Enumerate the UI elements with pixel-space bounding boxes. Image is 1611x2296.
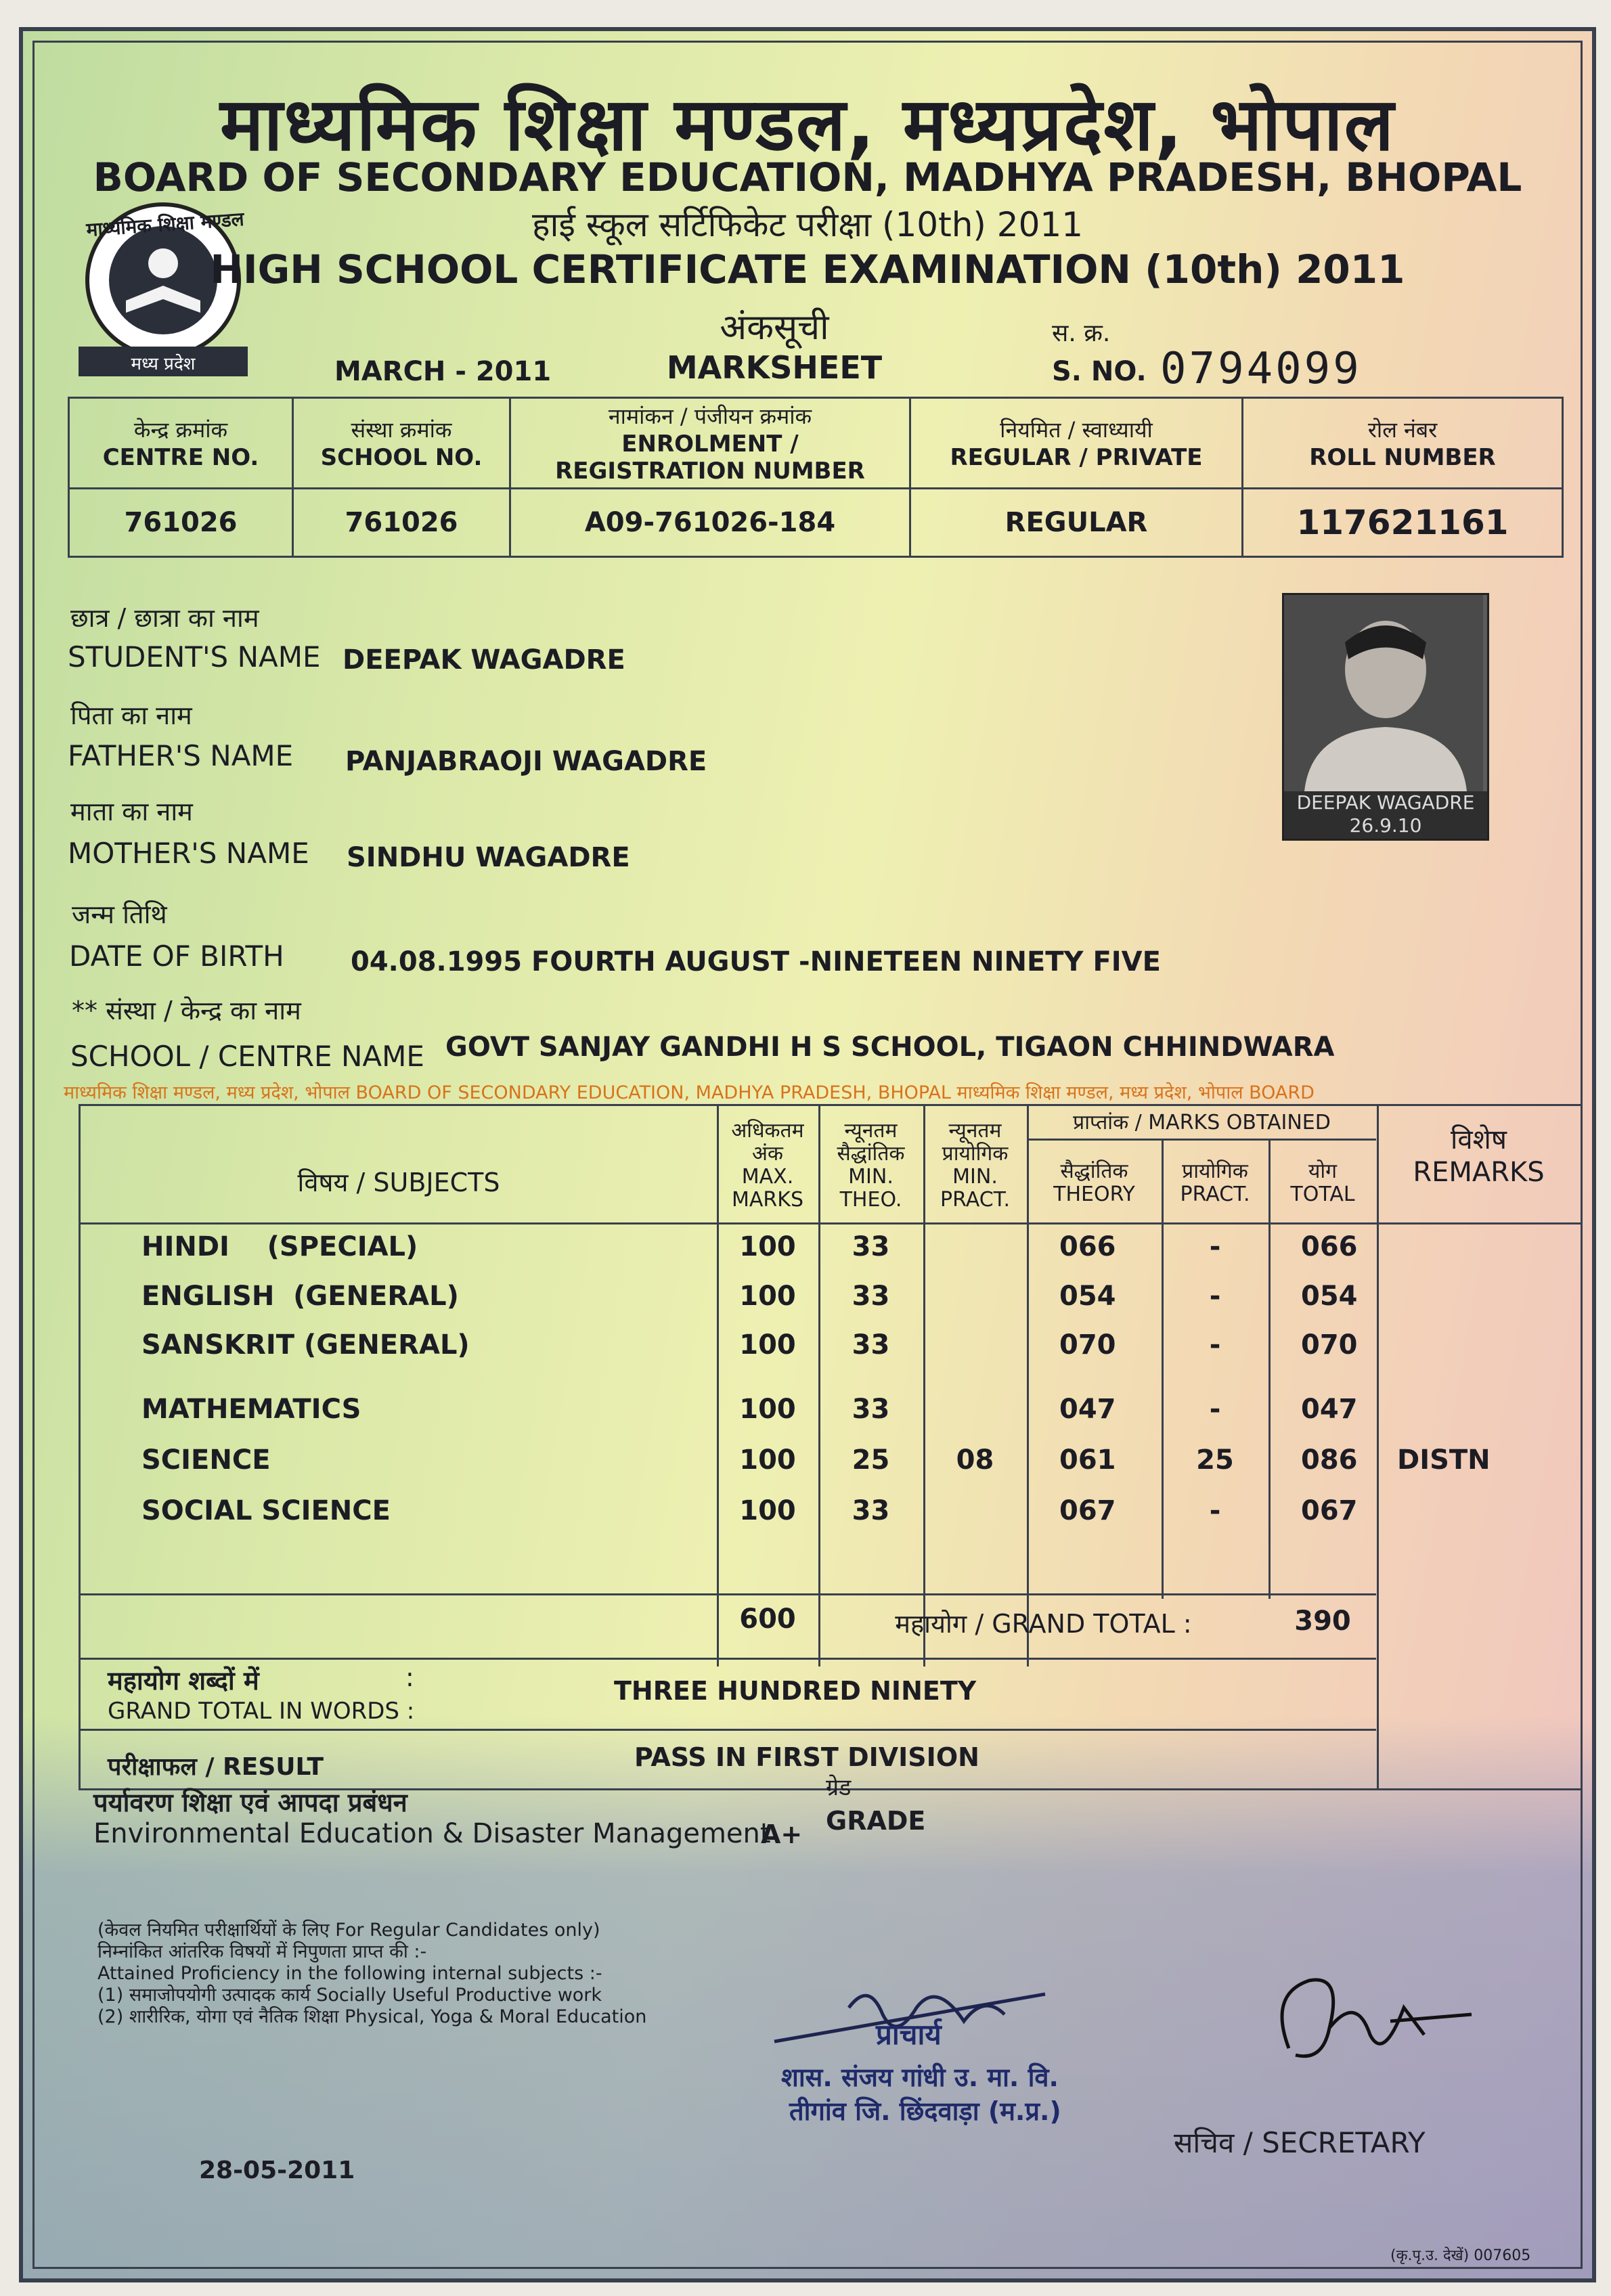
dob-value: 04.08.1995 FOURTH AUGUST -NINETEEN NINETY FIVE — [351, 946, 1161, 977]
marks-table — [79, 1104, 1583, 1790]
marks-cell-min_theo: 33 — [852, 1281, 890, 1312]
marks-cell-subject: MATHEMATICS — [141, 1394, 361, 1425]
portrait-image — [1284, 595, 1483, 791]
marks-cell-theory: 054 — [1059, 1281, 1116, 1312]
secretary-signature — [1255, 1967, 1499, 2089]
marks-cell-pract: - — [1209, 1231, 1221, 1262]
marks-cell-pract: - — [1209, 1281, 1221, 1312]
school-name-label: SCHOOL / CENTRE NAME — [70, 1040, 424, 1073]
dob-label: DATE OF BIRTH — [69, 940, 284, 973]
centre-no-value: 761026 — [69, 489, 293, 557]
marks-cell-total: 086 — [1301, 1444, 1358, 1476]
max-total: 600 — [739, 1604, 796, 1635]
id-table — [68, 397, 1564, 558]
secretary-title: सचिव / SECRETARY — [1174, 2126, 1426, 2159]
marks-cell-max: 100 — [739, 1329, 796, 1361]
env-edu-label-hindi: पर्यावरण शिक्षा एवं आपदा प्रबंधन — [93, 1788, 407, 1817]
school-name-label-hindi: ** संस्था / केन्द्र का नाम — [72, 996, 301, 1025]
marks-cell-max: 100 — [739, 1394, 796, 1425]
practical-header: प्रायोगिक PRACT. — [1180, 1160, 1250, 1206]
principal-school-line1: शास. संजय गांधी उ. मा. वि. — [781, 2062, 1059, 2092]
marks-obtained-header: प्राप्तांक / MARKS OBTAINED — [1073, 1111, 1331, 1134]
marks-cell-total: 067 — [1301, 1495, 1358, 1526]
marks-cell-theory: 061 — [1059, 1444, 1116, 1476]
mother-name-label-hindi: माता का नाम — [70, 797, 193, 826]
exam-title-hindi: हाई स्कूल सर्टिफिकेट परीक्षा (10th) 2011 — [531, 205, 1084, 244]
marks-cell-subject: SOCIAL SCIENCE — [141, 1495, 391, 1526]
board-title-hindi: माध्यमिक शिक्षा मण्डल, मध्यप्रदेश, भोपाल — [220, 83, 1395, 167]
father-name-label-hindi: पिता का नाम — [70, 701, 192, 730]
marks-cell-subject: SANSKRIT (GENERAL) — [141, 1329, 470, 1361]
theory-header: सैद्धांतिक THEORY — [1053, 1160, 1135, 1206]
serial-label-english: S. NO. — [1052, 356, 1147, 387]
words-label-hindi: महायोग शब्दों में — [108, 1666, 259, 1696]
remarks-header: विशेष REMARKS — [1413, 1124, 1545, 1188]
marks-cell-remarks: DISTN — [1397, 1444, 1491, 1476]
dob-label-hindi: जन्म तिथि — [72, 900, 167, 929]
school-name-value: GOVT SANJAY GANDHI H S SCHOOL, TIGAON CHHINDWARA — [445, 1032, 1335, 1063]
marks-cell-min_theo: 33 — [852, 1394, 890, 1425]
marks-cell-min_theo: 33 — [852, 1329, 890, 1361]
marks-cell-min_pract: 08 — [956, 1444, 994, 1476]
logo-top-text: माध्यमिक शिक्षा मण्डल — [85, 207, 245, 242]
marksheet-title-english: MARKSHEET — [666, 349, 883, 386]
marksheet-title-hindi: अंकसूची — [720, 307, 829, 348]
subjects-header: विषय / SUBJECTS — [297, 1168, 500, 1197]
mother-name-label: MOTHER'S NAME — [68, 837, 309, 870]
marks-cell-subject: HINDI (SPECIAL) — [141, 1231, 418, 1262]
student-name-label: STUDENT'S NAME — [68, 640, 321, 674]
mother-name-value: SINDHU WAGADRE — [347, 842, 630, 873]
footer-code: (कृ.पृ.उ. देखें) 007605 — [1390, 2247, 1531, 2264]
min-practical-header: न्यूनतम प्रायोगिक MIN. PRACT. — [940, 1119, 1010, 1212]
marks-cell-pract: - — [1209, 1329, 1221, 1361]
grand-total-label: महायोग / GRAND TOTAL : — [895, 1609, 1192, 1639]
logo-bottom-text: मध्य प्रदेश — [131, 354, 196, 374]
marks-cell-max: 100 — [739, 1231, 796, 1262]
marks-cell-total: 047 — [1301, 1394, 1358, 1425]
result-label: परीक्षाफल / RESULT — [108, 1753, 324, 1781]
board-title-english: BOARD OF SECONDARY EDUCATION, MADHYA PRADESH, BHOPAL — [93, 154, 1522, 200]
marks-cell-pract: - — [1209, 1394, 1221, 1425]
principal-school-line2: तीगांव जि. छिंदवाड़ा (म.प्र.) — [789, 2096, 1061, 2126]
marks-cell-pract: - — [1209, 1495, 1221, 1526]
issue-date: 28-05-2011 — [199, 2157, 355, 2184]
roll-number-value: 117621161 — [1243, 489, 1563, 557]
marks-cell-min_theo: 33 — [852, 1231, 890, 1262]
marks-cell-pract: 25 — [1196, 1444, 1234, 1476]
words-label-english: GRAND TOTAL IN WORDS : — [108, 1698, 415, 1725]
regular-private-value: REGULAR — [910, 489, 1243, 557]
centre-no-header: केन्द्र क्रमांक CENTRE NO. — [69, 398, 293, 489]
serial-number: 0794099 — [1160, 344, 1362, 394]
grade-label-hindi: ग्रेड — [826, 1774, 852, 1801]
student-photo — [1282, 593, 1489, 841]
marks-cell-total: 070 — [1301, 1329, 1358, 1361]
marks-cell-subject: ENGLISH (GENERAL) — [141, 1281, 459, 1312]
result-value: PASS IN FIRST DIVISION — [634, 1742, 979, 1772]
marks-cell-theory: 067 — [1059, 1495, 1116, 1526]
school-no-header: संस्था क्रमांक SCHOOL NO. — [293, 398, 510, 489]
exam-session: MARCH - 2011 — [334, 356, 552, 387]
photo-caption: DEEPAK WAGADRE 26.9.10 — [1284, 791, 1487, 839]
grand-total-value: 390 — [1294, 1606, 1351, 1637]
marks-cell-min_theo: 25 — [852, 1444, 890, 1476]
serial-label-hindi: स. क्र. — [1052, 319, 1111, 347]
max-marks-header: अधिकतम अंक MAX. MARKS — [731, 1119, 804, 1212]
student-name-label-hindi: छात्र / छात्रा का नाम — [70, 603, 259, 633]
marks-cell-theory: 047 — [1059, 1394, 1116, 1425]
proficiency-notes: (केवल नियमित परीक्षार्थियों के लिए For Regular Candidates only) निम्नांकित आंतरिक विषयों में निपुणता प्राप्त की :- Attained Proficiency in the following internal subjects :- (1) समाजोपयोगी उत्पादक कार्य Socially Useful Productive work (2) शारीरिक, योगा एवं नैतिक शिक्षा Physical, Yoga & Moral Education — [97, 1920, 647, 2027]
marks-cell-theory: 070 — [1059, 1329, 1116, 1361]
father-name-label: FATHER'S NAME — [68, 739, 294, 772]
marks-cell-subject: SCIENCE — [141, 1444, 271, 1476]
min-theory-header: न्यूनतम सैद्धांतिक MIN. THEO. — [837, 1119, 905, 1212]
exam-title-english: HIGH SCHOOL CERTIFICATE EXAMINATION (10th) 2011 — [210, 246, 1405, 292]
env-edu-label: Environmental Education & Disaster Management — [93, 1818, 771, 1849]
grand-total-words: THREE HUNDRED NINETY — [614, 1676, 977, 1706]
marks-cell-max: 100 — [739, 1444, 796, 1476]
enrolment-header: नामांकन / पंजीयन क्रमांक ENROLMENT / REGISTRATION NUMBER — [510, 398, 910, 489]
school-no-value: 761026 — [293, 489, 510, 557]
marks-cell-min_theo: 33 — [852, 1495, 890, 1526]
watermark-strip: माध्यमिक शिक्षा मण्डल, मध्य प्रदेश, भोपाल BOARD OF SECONDARY EDUCATION, MADHYA PRADESH, BHOPAL माध्यमिक शिक्षा मण्डल, मध्य प्रदेश, भोपाल BOARD — [64, 1082, 1315, 1103]
principal-title: प्राचार्य — [876, 2018, 942, 2051]
grade-label: GRADE — [826, 1806, 926, 1836]
marks-cell-max: 100 — [739, 1495, 796, 1526]
marks-cell-total: 066 — [1301, 1231, 1358, 1262]
father-name-value: PANJABRAOJI WAGADRE — [345, 746, 707, 777]
roll-number-header: रोल नंबर ROLL NUMBER — [1243, 398, 1563, 489]
marksheet-document — [19, 27, 1596, 2282]
enrolment-value: A09-761026-184 — [510, 489, 910, 557]
total-header: योग TOTAL — [1290, 1160, 1355, 1206]
student-name-value: DEEPAK WAGADRE — [343, 644, 625, 676]
marks-cell-max: 100 — [739, 1281, 796, 1312]
regular-private-header: नियमित / स्वाध्यायी REGULAR / PRIVATE — [910, 398, 1243, 489]
marks-cell-total: 054 — [1301, 1281, 1358, 1312]
marks-cell-theory: 066 — [1059, 1231, 1116, 1262]
env-edu-grade: A+ — [761, 1819, 803, 1849]
words-label-colon: : — [405, 1662, 414, 1692]
